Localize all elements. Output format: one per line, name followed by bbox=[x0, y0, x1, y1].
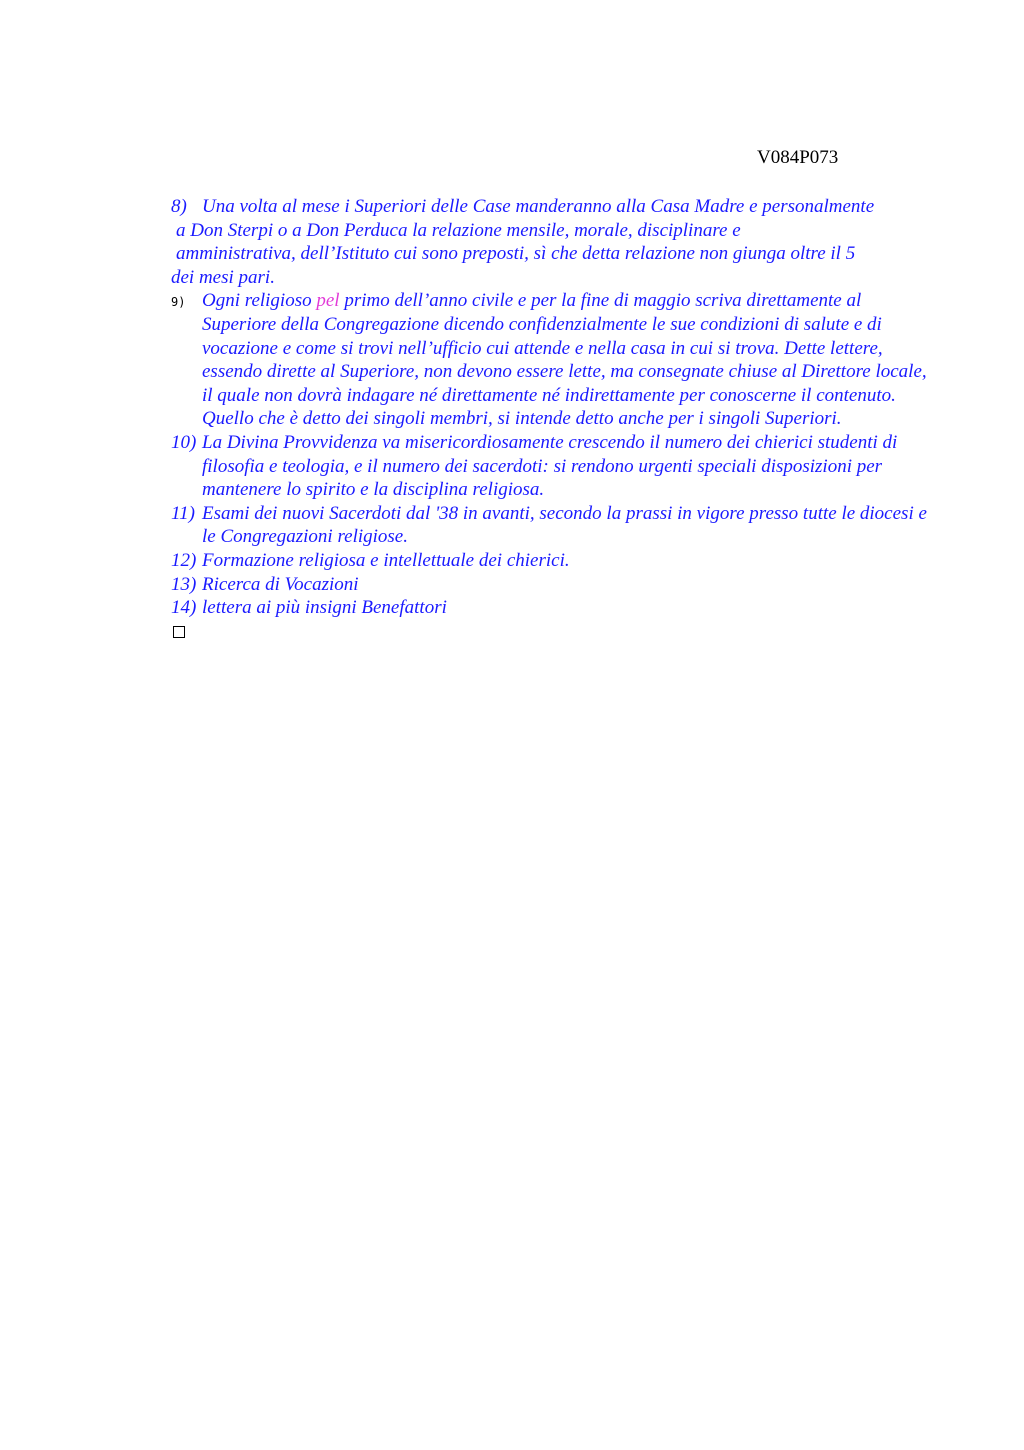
item-text: lettera ai più insigni Benefattori bbox=[202, 597, 447, 619]
item-number: 11) bbox=[171, 502, 195, 524]
item-text-part-a: Ogni religioso bbox=[202, 290, 317, 312]
item-number: 14) bbox=[171, 597, 197, 619]
page-code: V084P073 bbox=[757, 147, 839, 168]
item-text: Esami dei nuovi Sacerdoti dal '38 in avanti, secondo la prassi in vigore presso tutte le diocesi e le Congregazioni religiose. bbox=[202, 502, 927, 548]
list-item-9 bbox=[171, 289, 931, 431]
list-item-8 bbox=[171, 195, 931, 219]
item-number: 8) bbox=[171, 196, 187, 217]
item-text: Formazione religiosa e intellettuale dei chierici. bbox=[202, 549, 570, 571]
empty-checkbox-icon bbox=[173, 626, 185, 638]
highlighted-word: pel bbox=[316, 290, 340, 312]
item-number: 9) bbox=[171, 295, 186, 310]
document-body bbox=[171, 195, 931, 638]
list-item-12 bbox=[171, 549, 931, 573]
item-number: 13) bbox=[171, 573, 197, 595]
item-text-part-b: primo dell’anno civile e per la fine di maggio scriva direttamente al Superiore della Congregazione dicendo confidenzialmente le sue condizioni di salute e di vocazione e come si trovi nell’ufficio cui attende e nella casa in cui si trova. Dette lettere, essendo dirette al Superiore, non devono essere lette, ma consegnate chiuse al Direttore locale, il quale non dovrà indagare né direttamente né indirettamente per conoscerne il contenuto. Quello che è detto dei singoli membri, si intende detto anche per i singoli Superiori. bbox=[202, 290, 927, 430]
item-number: 12) bbox=[171, 549, 197, 571]
item-8-continuation-1: a Don Sterpi o a Don Perduca la relazione mensile, morale, disciplinare e bbox=[176, 219, 741, 241]
list-item-11 bbox=[171, 502, 931, 549]
item-number: 10) bbox=[171, 431, 197, 453]
item-8-continuation-2: amministrativa, dell’Istituto cui sono preposti, sì che detta relazione non giunga oltre il 5 bbox=[176, 243, 856, 265]
item-text: La Divina Provvidenza va misericordiosamente crescendo il numero dei chierici studenti di filosofia e teologia, e il numero dei sacerdoti: si rendono urgenti speciali disposizioni per mantenere lo spirito e la disciplina religiosa. bbox=[202, 431, 898, 501]
item-text: Una volta al mese i Superiori delle Case manderanno alla Casa Madre e personalmente bbox=[202, 196, 875, 217]
list-item-14 bbox=[171, 596, 931, 620]
item-8-continuation-3: dei mesi pari. bbox=[171, 266, 275, 288]
item-text bbox=[202, 289, 931, 431]
list-item-10 bbox=[171, 431, 931, 502]
list-item-13 bbox=[171, 573, 931, 597]
item-text: Ricerca di Vocazioni bbox=[202, 573, 359, 595]
